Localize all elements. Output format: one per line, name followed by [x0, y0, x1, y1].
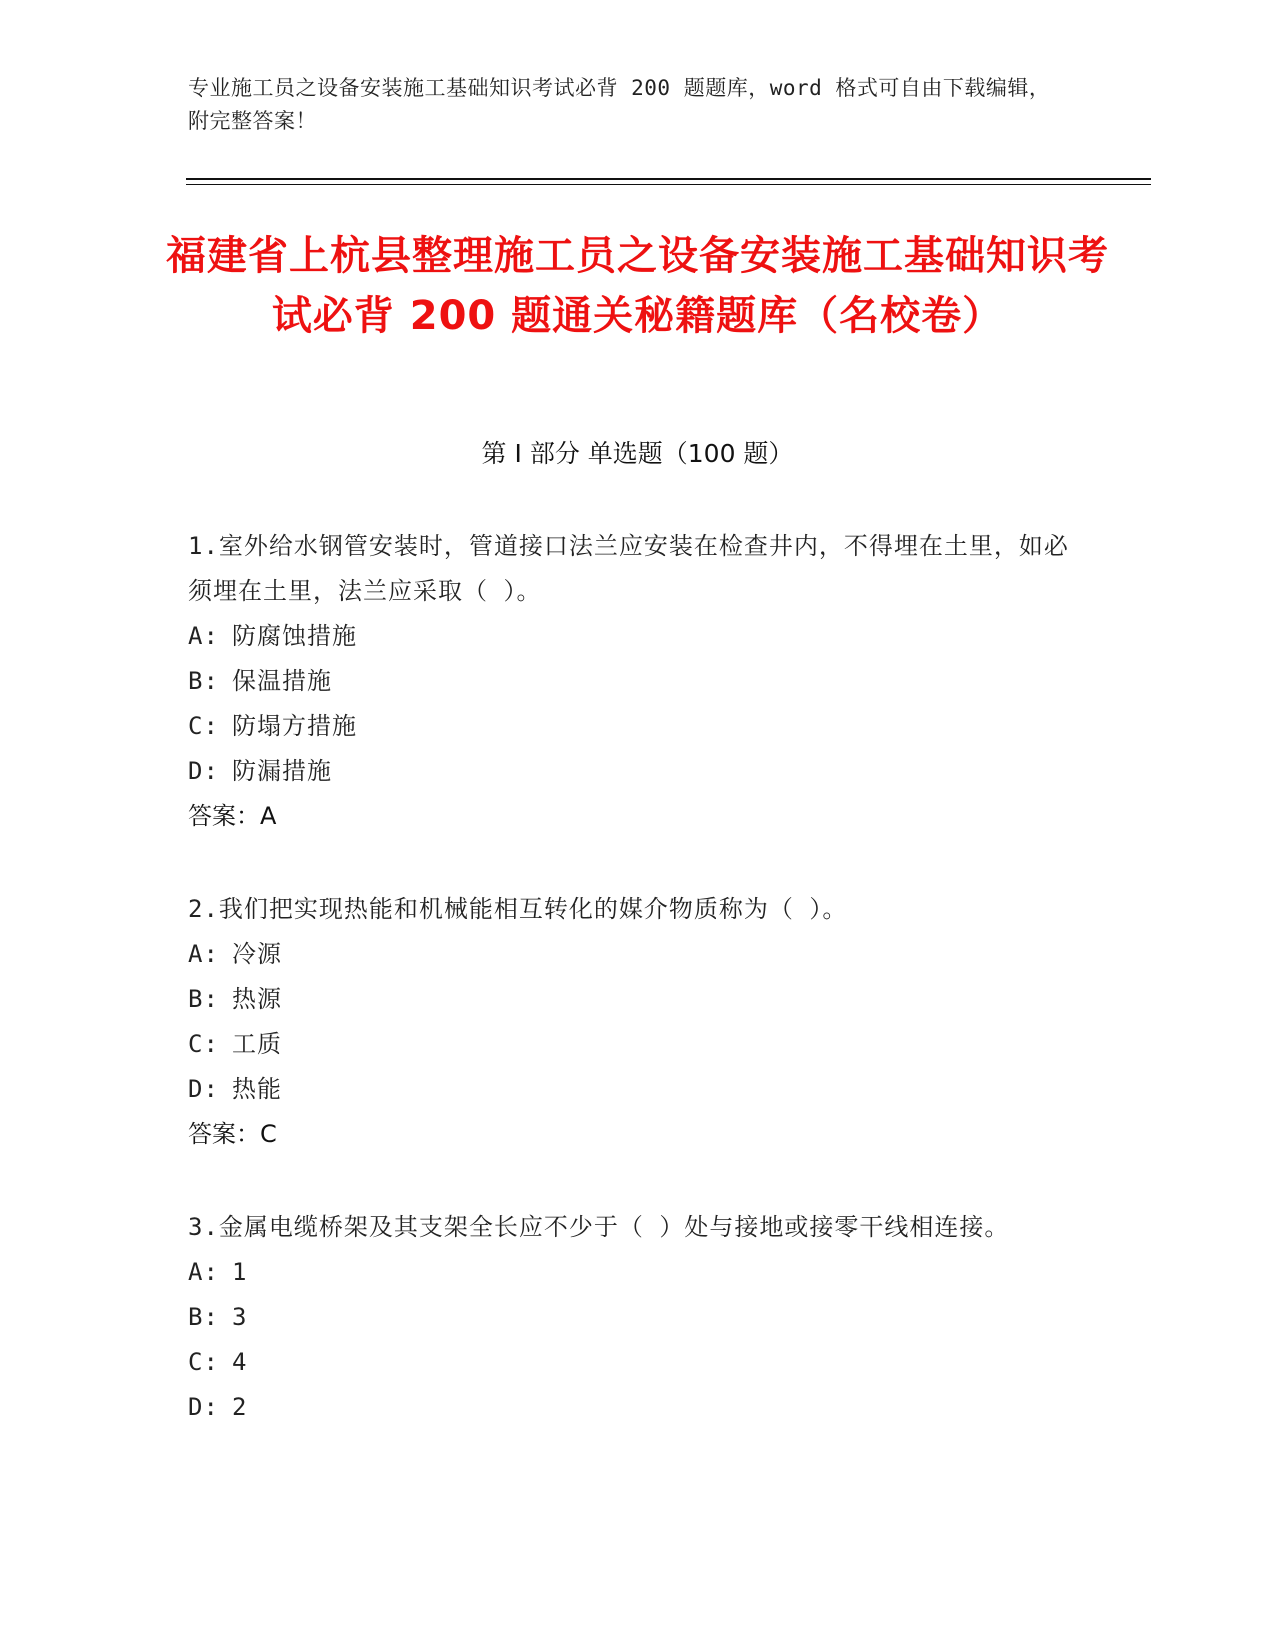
option-letter: D: — [188, 757, 219, 785]
option-text: 3 — [232, 1303, 248, 1331]
option-text: 热源 — [232, 985, 282, 1013]
question-1 — [188, 524, 1078, 839]
option-b — [188, 977, 1078, 1022]
option-letter: B: — [188, 667, 219, 695]
option-b — [188, 1295, 1078, 1340]
option-c — [188, 704, 1078, 749]
option-text: 4 — [232, 1348, 248, 1376]
option-text: 冷源 — [232, 940, 282, 968]
option-letter: B: — [188, 1303, 219, 1331]
option-text: 热能 — [232, 1075, 282, 1103]
question-text: 1.室外给水钢管安装时，管道接口法兰应安装在检查井内，不得埋在土里，如必须埋在土里，法兰应采取（ ）。 — [188, 532, 1069, 605]
question-text: 2.我们把实现热能和机械能相互转化的媒介物质称为（ ）。 — [188, 895, 848, 923]
option-letter: C: — [188, 1030, 219, 1058]
option-letter: D: — [188, 1393, 219, 1421]
option-c — [188, 1340, 1078, 1385]
option-letter: A: — [188, 1258, 219, 1286]
option-letter: C: — [188, 712, 219, 740]
answer-line — [188, 794, 1078, 839]
header-divider-thick — [186, 178, 1151, 180]
answer-value: C — [260, 1120, 277, 1148]
option-text: 防腐蚀措施 — [232, 622, 357, 650]
question-2 — [188, 887, 1078, 1157]
question-3 — [188, 1205, 1078, 1430]
option-text: 工质 — [232, 1030, 282, 1058]
option-a — [188, 614, 1078, 659]
option-d — [188, 1067, 1078, 1112]
option-text: 防漏措施 — [232, 757, 332, 785]
document-title: 福建省上杭县整理施工员之设备安装施工基础知识考试必背 200 题通关秘籍题库（名校卷） — [166, 233, 1109, 339]
section-heading: 第 I 部分 单选题（100 题） — [481, 439, 794, 468]
header-divider-thin — [186, 184, 1151, 185]
option-text: 防塌方措施 — [232, 712, 357, 740]
option-text: 1 — [232, 1258, 248, 1286]
answer-label: 答案： — [188, 802, 260, 830]
option-b — [188, 659, 1078, 704]
option-a — [188, 932, 1078, 977]
option-text: 2 — [232, 1393, 248, 1421]
answer-line — [188, 1112, 1078, 1157]
option-text: 保温措施 — [232, 667, 332, 695]
option-letter: A: — [188, 940, 219, 968]
answer-label: 答案： — [188, 1120, 260, 1148]
answer-value: A — [260, 802, 277, 830]
option-d — [188, 1385, 1078, 1430]
option-d — [188, 749, 1078, 794]
question-text: 3.金属电缆桥架及其支架全长应不少于（ ）处与接地或接零干线相连接。 — [188, 1213, 1010, 1241]
option-letter: A: — [188, 622, 219, 650]
option-c — [188, 1022, 1078, 1067]
header-note: 专业施工员之设备安装施工基础知识考试必背 200 题题库，word 格式可自由下载编辑，附完整答案！ — [188, 76, 1051, 133]
option-a — [188, 1250, 1078, 1295]
option-letter: C: — [188, 1348, 219, 1376]
option-letter: D: — [188, 1075, 219, 1103]
option-letter: B: — [188, 985, 219, 1013]
